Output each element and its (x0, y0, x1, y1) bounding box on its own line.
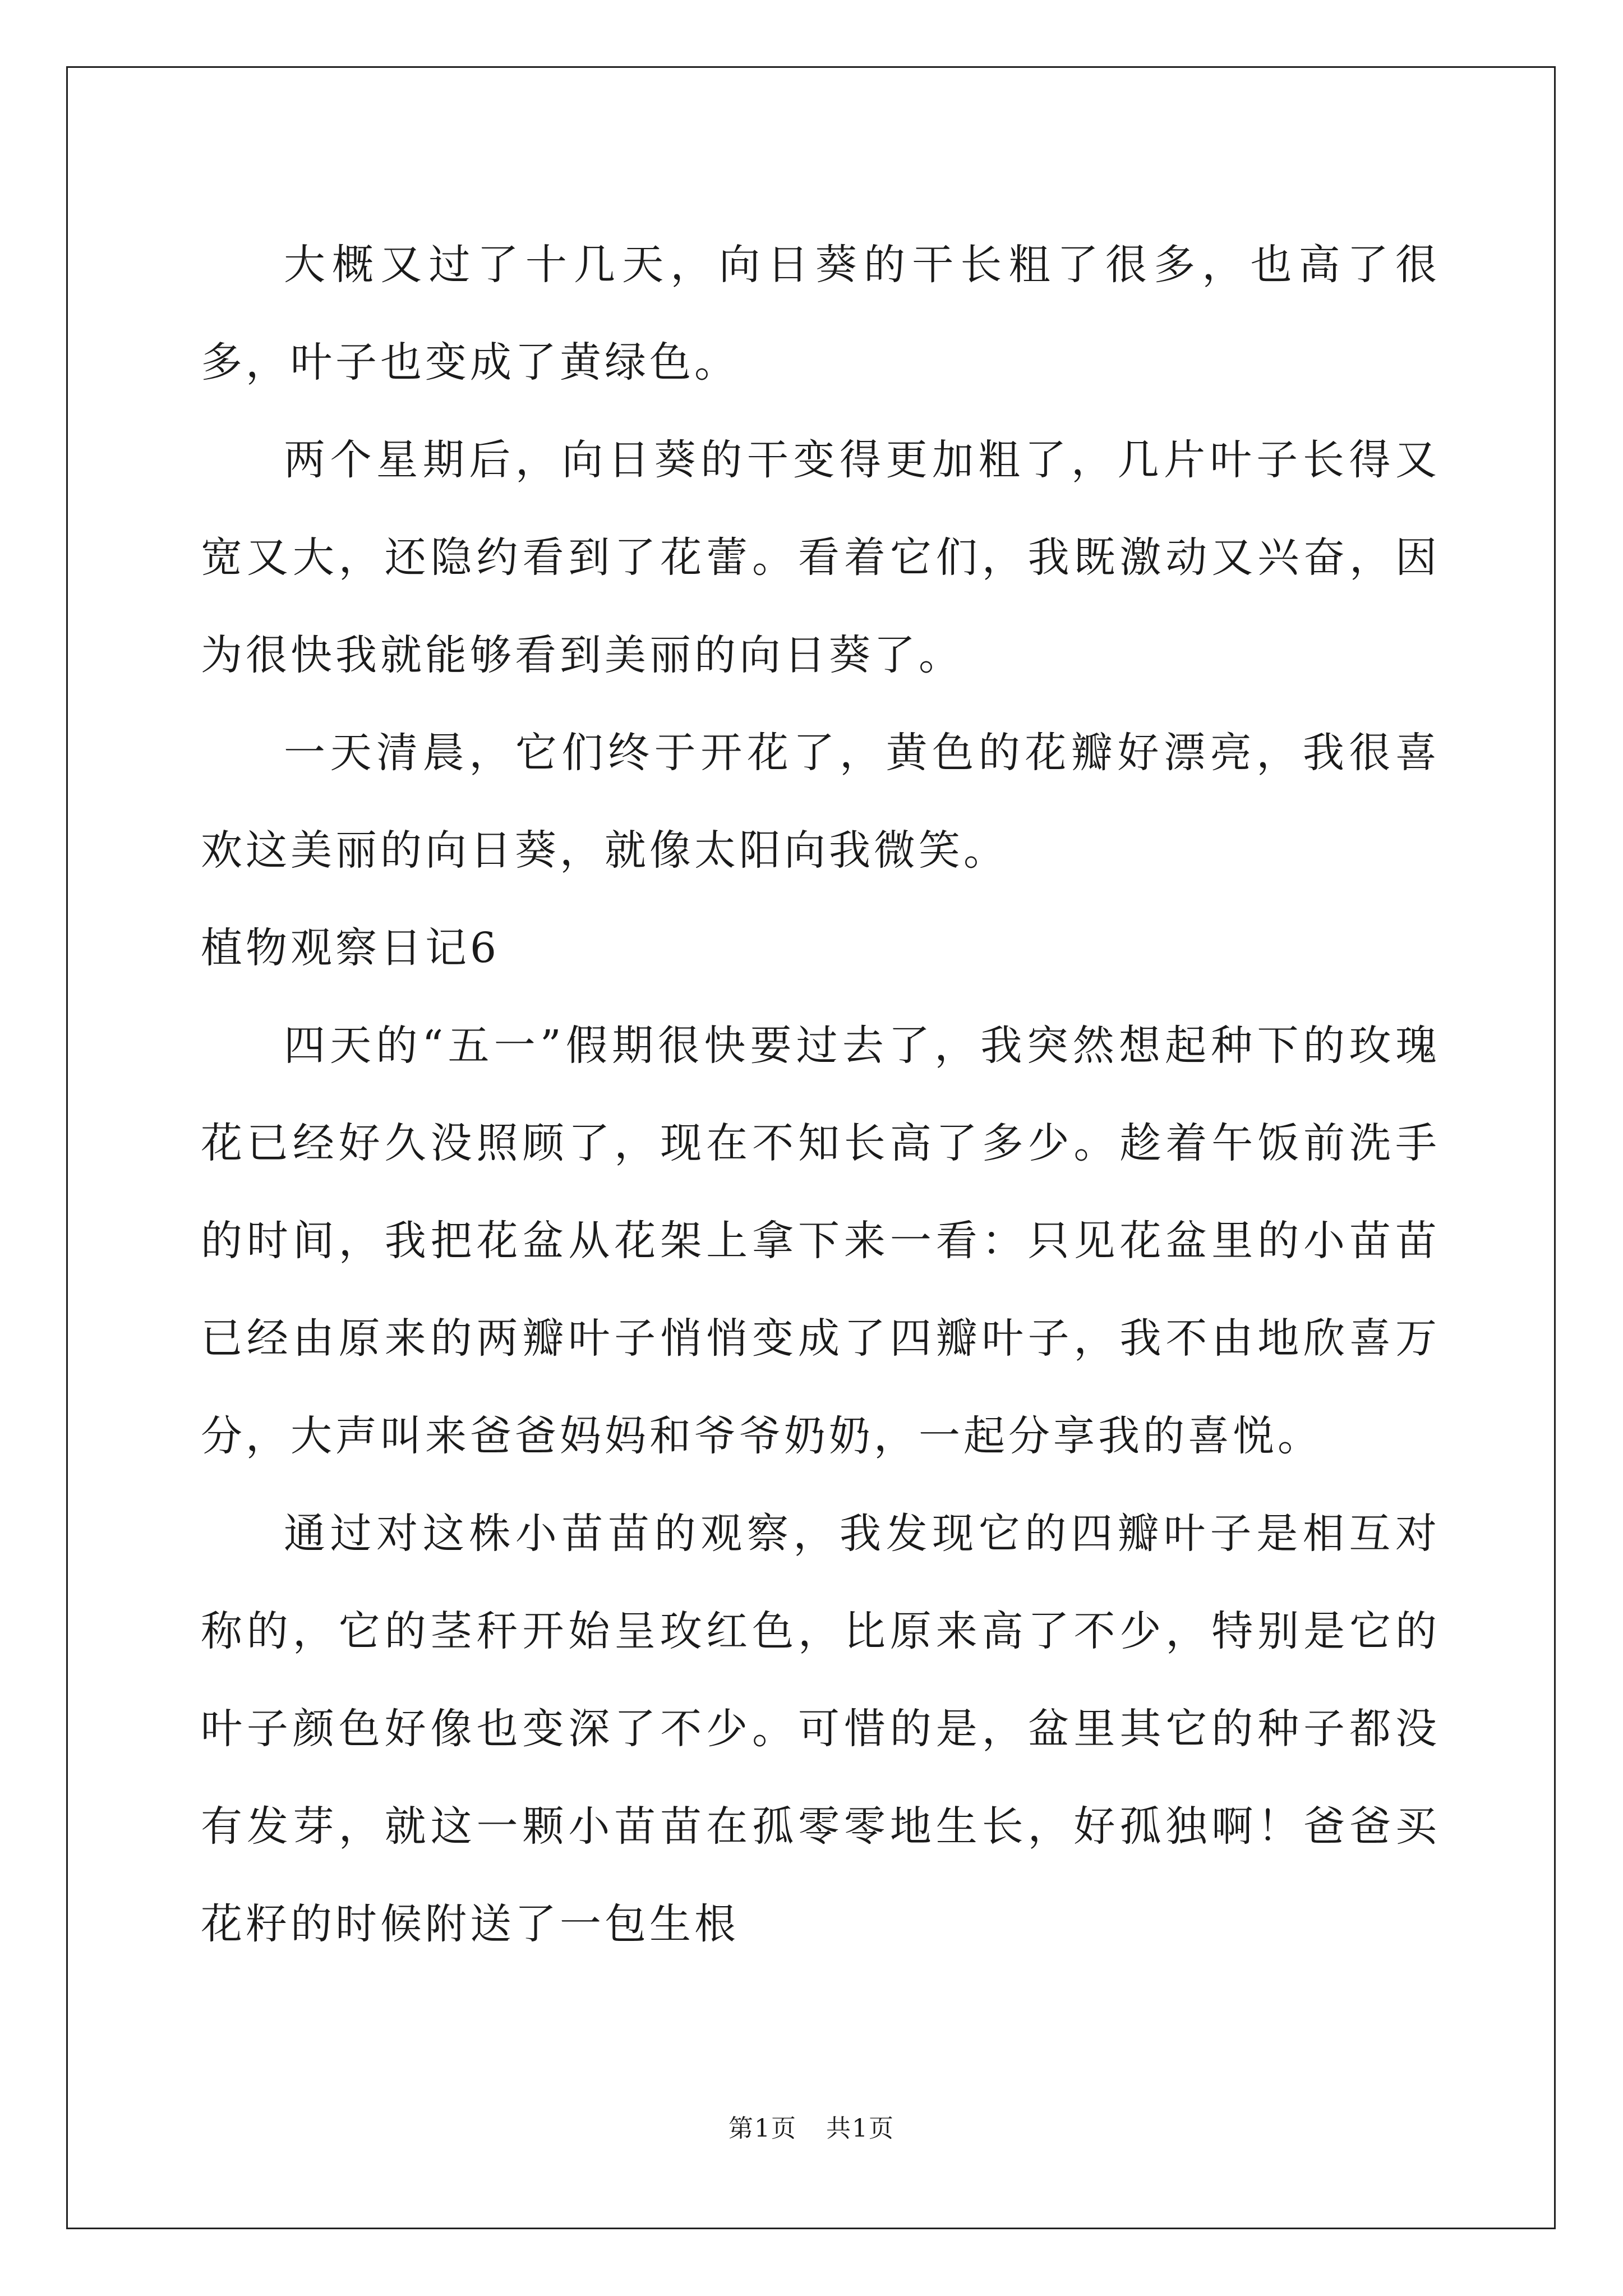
page-footer (0, 2108, 1623, 2144)
paragraph: 两个星期后，向日葵的干变得更加粗了，几片叶子长得又宽又大，还隐约看到了花蕾。看着它们，我既激动又兴奋，因为很快我就能够看到美丽的向日葵了。 (201, 436, 1440, 679)
document-body (201, 216, 1440, 1973)
paragraph: 一天清晨，它们终于开花了，黄色的花瓣好漂亮，我很喜欢这美丽的向日葵，就像太阳向我微笑。 (201, 729, 1440, 875)
page-number: 第1页 (728, 2114, 797, 2143)
paragraph: 通过对这株小苗苗的观察，我发现它的四瓣叶子是相互对称的，它的茎秆开始呈玫红色，比原来高了不少，特别是它的叶子颜色好像也变深了不少。可惜的是，盆里其它的种子都没有发芽，就这一颗小苗苗在孤零零地生长，好孤独啊！爸爸买花籽的时候附送了一包生根 (201, 1510, 1440, 1948)
paragraph: 大概又过了十几天，向日葵的干长粗了很多，也高了很多，叶子也变成了黄绿色。 (201, 241, 1440, 386)
paragraph: 四天的“五一”假期很快要过去了，我突然想起种下的玫瑰花已经好久没照顾了，现在不知长高了多少。趁着午饭前洗手的时间，我把花盆从花架上拿下来一看：只见花盆里的小苗苗已经由原来的两瓣叶子悄悄变成了四瓣叶子，我不由地欣喜万分，大声叫来爸爸妈妈和爷爷奶奶，一起分享我的喜悦。 (201, 1022, 1440, 1460)
section-heading: 植物观察日记6 (201, 924, 500, 972)
page-total: 共1页 (826, 2114, 895, 2143)
